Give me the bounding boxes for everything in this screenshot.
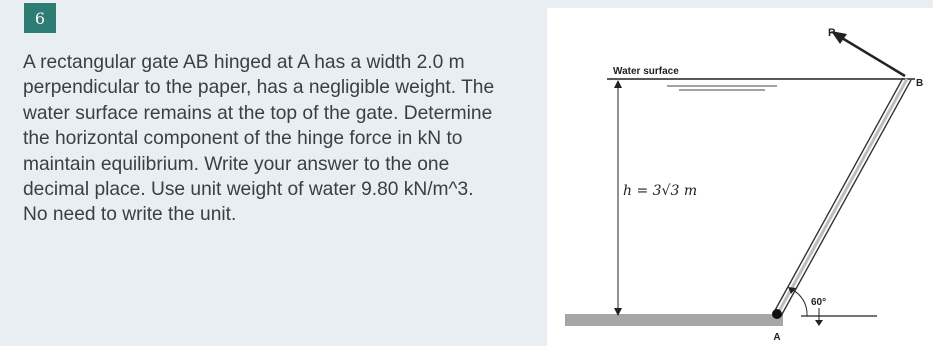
angle-label: 60° — [811, 297, 827, 308]
hinge-a-icon — [772, 309, 782, 319]
gate-diagram — [547, 8, 933, 346]
question-number-badge: 6 — [24, 3, 56, 33]
gate-ab — [773, 78, 903, 314]
force-p-arrow — [837, 35, 905, 76]
arrow-down-icon — [815, 320, 823, 326]
water-surface-label: Water surface — [613, 66, 679, 77]
gate-ab-fill — [777, 79, 907, 315]
gate-figure — [547, 8, 933, 346]
question-text: A rectangular gate AB hinged at A has a width 2.0 m perpendicular to the paper, has a negligible weight. The water surface remains at the top of the gate. Determine the horizontal component of the hinge force in kN to maintain equilibrium. Write your answer to the one decimal place. Use unit weight of water 9.80 kN/m^3. No need to write the unit. — [23, 52, 495, 226]
arrow-up-icon — [614, 80, 622, 88]
force-p-label: P — [828, 27, 836, 39]
depth-label: h = 3√3 m — [623, 183, 698, 199]
ground-surface — [565, 314, 783, 326]
point-b-label: B — [916, 78, 924, 89]
point-a-label: A — [773, 332, 781, 343]
gate-ab-edge — [781, 80, 911, 316]
